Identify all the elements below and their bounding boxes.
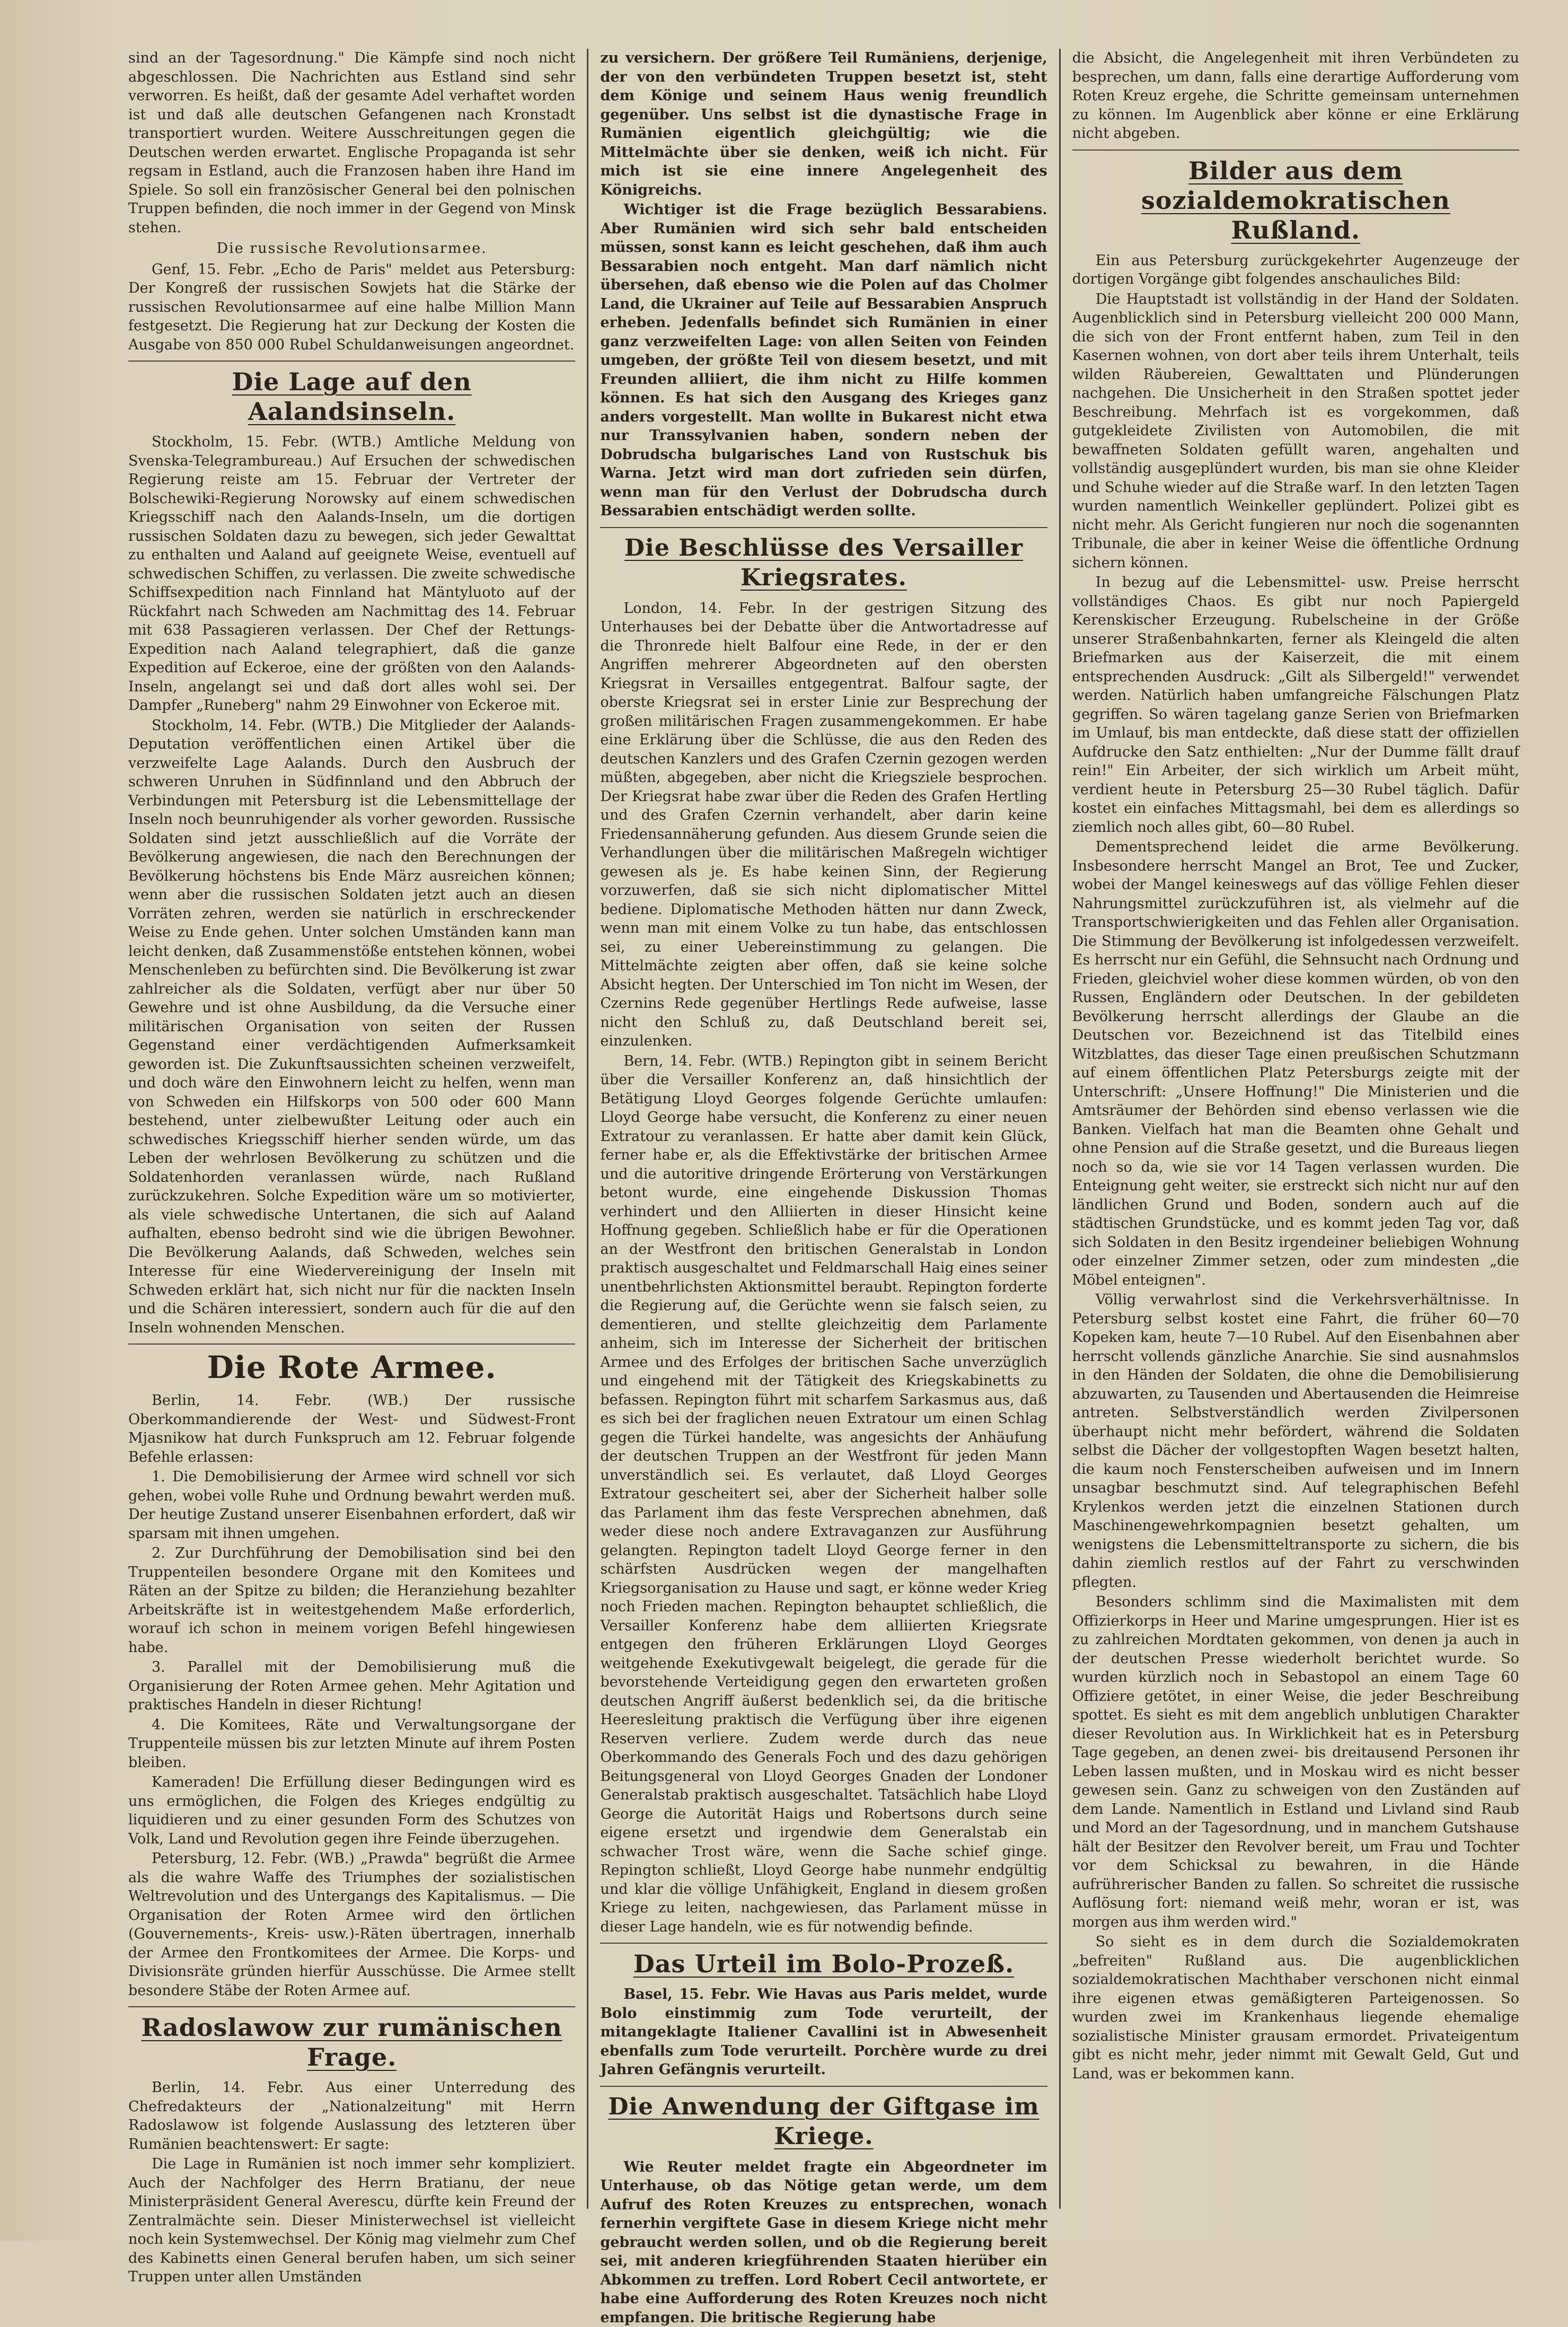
column-container [117,49,1531,2209]
article-continuation: die Absicht, die Angelegenheit mit ihren Verbündeten zu besprechen, um dann, falls eine derartige Aufforderung vom Roten Kreuz ergehe, die Schritte gemeinsam unternehmen zu können. Im Augenblick aber könne er eine Erklärung nicht abgeben. [1072,49,1519,143]
paragraph: London, 14. Febr. In der gestrigen Sitzung des Unterhauses bei der Debatte über die Antwortadresse auf die Thronrede hielt Balfour eine Rede, in der er den Angriffen mehrerer Abgeordneten auf den obersten Kriegsrat in Versailles entgegentrat. Balfour sagte, der oberste Kriegsrat sei in erster Linie zur Besprechung der großen militärischen Fragen zusammengekommen. Er habe eine Erklärung über die Schlüsse, die aus den Reden des deutschen Kanzlers und des Grafen Czernin gezogen werden müßten, abgegeben, aber nicht die Kriegsziele besprochen. Der Kriegsrat habe zwar über die Reden des Grafen Hertling und des Grafen Czernin verhandelt, aber darin keine Friedensannäherung gefunden. Aus diesem Grunde seien die Verhandlungen über die militärischen Maßregeln wichtiger gewesen als je. Es habe keinen Sinn, der Regierung vorzuwerfen, daß sie sich nicht diplomatischer Mittel bediene. Diplomatische Methoden hätten nur dann Zweck, wenn man mit einem Volke zu tun habe, das entschlossen sei, zu einer Uebereinstimmung zu gelangen. Die Mittelmächte zeigten aber offen, daß sie keine solche Absicht hegten. Der Unterschied im Ton nicht im Wesen, der Czernins Rede gegenüber Hertlings Rede aufweise, lasse nicht den Schluß zu, daß Deutschland bereit sei, einzulenken. [600,599,1047,1051]
headline-sozialdemokratisches-russland: Bilder aus dem sozialdemokratischen Rußland. [1072,156,1519,245]
divider [128,2006,575,2007]
paragraph: 2. Zur Durchführung der Demobilisation sind bei den Truppenteilen besondere Organe mit den Komitees und Räten an der Spitze zu bilden; die Heranziehung bezahlter Arbeitskräfte ist in weitestgehendem Maße erforderlich, worauf ich schon in meinem vorigen Befehl hingewiesen habe. [128,1544,575,1657]
headline-aalandsinseln: Die Lage auf den Aalandsinseln. [128,367,575,426]
paragraph: Stockholm, 14. Febr. (WTB.) Die Mitglieder der Aalands-Deputation veröffentlichen einen Artikel über die verzweifelte Lage Aalands. Durch den Ausbruch der schweren Unruhen in Südfinnland und den Abbruch der Verbindungen mit Petersburg ist die Lebensmittellage der Inseln noch beunruhigender als vorher geworden. Russische Soldaten sind jetzt ausschließlich auf die Vorräte der Bevölkerung angewiesen, die nach den Berechnungen der Bevölkerung höchstens bis Ende März ausreichen können; wenn aber die russischen Soldaten jetzt auch an diesen Vorräten zehren, werden sie natürlich in erschreckender Weise zu Ende gehen. Unter solchen Umständen kann man leicht denken, daß Zusammenstöße entstehen können, wobei Menschenleben zu befürchten sind. Die Bevölkerung ist zwar zahlreicher als die Soldaten, verfügt aber nur über 50 Gewehre und ist ohne Ausbildung, da die Versuche einer militärischen Organisation von seiten der Russen Gegenstand einer verdächtigenden Aufmerksamkeit geworden ist. Die Zukunftsaussichten scheinen verzweifelt, und doch wäre den Einwohnern leicht zu helfen, wenn man von Schweden ein Hilfskorps von 500 oder 600 Mann bestehend, unter zielbewußter Leitung oder auch ein schwedisches Kriegsschiff hierher senden würde, um das Leben der wehrlosen Bevölkerung zu schützen und die Soldatenhorden veranlassen würde, nach Rußland zurückzukehren. Solche Expedition wäre um so motivierter, als viele schwedische Untertanen, die sich auf Aaland aufhalten, ebenso bedroht sind wie die übrigen Bewohner. Die Bevölkerung Aalands, daß Schweden, welches sein Interesse für eine Wiedervereinigung der Inseln mit Schweden erklärt hat, sich nicht nur für die nackten Inseln und die Schären interessiert, sondern auch für die auf den Inseln wohnenden Menschen. [128,716,575,1338]
paragraph: 1. Die Demobilisierung der Armee wird schnell vor sich gehen, wobei volle Ruhe und Ordnung bewahrt werden muß. Der heutige Zustand unserer Eisenbahnen erfordert, daß wir sparsam mit ihnen umgehen. [128,1468,575,1543]
paragraph: Petersburg, 12. Febr. (WB.) „Prawda" begrüßt die Armee als die wahre Waffe des Triumphes der sozialistischen Weltrevolution und des Untergangs des Kapitalismus. — Die Organisation der Roten Armee wird den örtlichen (Gouvernements-, Kreis- usw.)-Räten übertragen, innerhalb der Armee den Frontkomitees der Armee. Die Korps- und Divisionsräte gründen hierfür Ausschüsse. Die Armee stellt besondere Stäbe der Roten Armee auf. [128,1849,575,2000]
paragraph: Wichtiger ist die Frage bezüglich Bessarabiens. Aber Rumänien wird sich sehr bald entscheiden müssen, sonst kann es leicht geschehen, daß ihm auch Bessarabien noch entgeht. Man darf nämlich nicht übersehen, daß ebenso wie die Polen auf das Cholmer Land, die Ukrainer auf Teile auf Bessarabien Anspruch erheben. Jedenfalls befindet sich Rumänien in einer ganz verzweifelten Lage: von allen Seiten von Feinden umgeben, der größte Teil von diesem besetzt, und mit Freunden alliiert, die ihm nicht zu Hilfe kommen können. Es hat sich den Ausgang des Krieges ganz anders vorgestellt. Man wollte in Bukarest nicht etwa nur Transsylvanien haben, sondern neben der Dobrudscha bulgarisches Land von Rustschuk bis Warna. Jetzt wird man dort zufrieden sein dürfen, wenn man für den Verlust der Dobrudscha durch Bessarabien entschädigt werden sollte. [600,200,1047,521]
column-2 [587,49,1059,2209]
subheading-revolutionsarmee: Die russische Revolutionsarmee. [128,239,575,258]
paragraph: Ein aus Petersburg zurückgekehrter Augenzeuge der dortigen Vorgänge gibt folgendes anschauliches Bild: [1072,251,1519,289]
paragraph: Stockholm, 15. Febr. (WTB.) Amtliche Meldung von Svenska-Telegrambureau.) Auf Ersuchen der schwedischen Regierung reiste am 15. Februar der Vertreter der Bolschewiki-Regierung Norowsky auf einem schwedischen Kriegsschiff nach den Aalands-Inseln, um die dortigen russischen Soldaten dazu zu bewegen, sich jeder Gewalttat zu enthalten und Aaland auf geeignete Weise, eventuell auf schwedischen Schiffen, zu verlassen. Die zweite schwedische Schiffsexpedition nach Finnland hat Mäntyluoto auf der Rückfahrt nach Schweden am Nachmittag des 14. Februar mit 638 Passagieren verlassen. Der Chef der Rettungs-Expedition nach Aaland telegraphiert, daß die ganze Expedition auf Eckeroe, eine der größten von den Aalands-Inseln, angelangt sei und daß dort alles wohl sei. Der Dampfer „Runeberg" nahm 29 Einwohner von Eckeroe mit. [128,433,575,715]
paragraph: Dementsprechend leidet die arme Bevölkerung. Insbesondere herrscht Mangel an Brot, Tee und Zucker, wobei der Mangel keineswegs auf das völlige Fehlen dieser Nahrungsmittel zurückzuführen ist, als vielmehr auf die Transportschwierigkeiten und das Fehlen aller Organisation. Die Stimmung der Bevölkerung ist infolgedessen verzweifelt. Es herrscht nur ein Gefühl, die Sehnsucht nach Ordnung und Frieden, gleichviel woher diese kommen würden, ob von den Russen, Engländern oder Deutschen. In der gebildeten Bevölkerung herrscht allerdings der Glaube an die Deutschen vor. Bezeichnend ist das Titelbild eines Witzblattes, das dieser Tage einen preußischen Schutzmann auf einem öffentlichen Platz Petersburgs zeigte mit der Unterschrift: „Unsere Hoffnung!" Die Ministerien und die Amtsräumer der Behörden sind ebenso verlassen wie die Banken. Vielfach hat man die Beamten ohne Gehalt und ohne Pension auf die Straße gesetzt, und die Bureaus liegen noch so da, wie sie vor 14 Tagen verlassen wurden. Die Enteignung geht weiter, sie erstreckt sich nicht nur auf den ländlichen Grund und Boden, sondern auch auf die städtischen Grundstücke, und es kommt jeden Tag vor, daß sich Soldaten in den Besitz irgendeiner beliebigen Wohnung oder einzelner Zimmer setzen, oder zum mindesten „die Möbel enteignen". [1072,838,1519,1289]
divider [600,1943,1047,1944]
paragraph: Besonders schlimm sind die Maximalisten mit dem Offizierkorps in Heer und Marine umgesprungen. Hier ist es zu zahlreichen Mordtaten gekommen, von denen ja auch in der deutschen Presse wiederholt berichtet wurde. So wurden kürzlich noch in Sebastopol an einem Tage 60 Offiziere getötet, in einer Weise, die jeder Beschreibung spottet. Es sieht es mit dem angeblich unblutigen Charakter dieser Revolution aus. In Wirklichkeit hat es in Petersburg Tage gegeben, an denen zwei- bis dreitausend Personen ihr Leben lassen mußten, und in Moskau wird es nicht besser gewesen sein. Ganz zu schweigen von den Zuständen auf dem Lande. Namentlich in Estland und Livland sind Raub und Mord an der Tagesordnung, und in manchem Gutshause hält der Besitzer den Revolver bereit, um Frau und Tochter vor dem Schicksal zu bewahren, in die Hände aufrührerischer Banden zu fallen. So schreitet die russische Auflösung fort: niemand weiß mehr, woran er ist, was morgen aus ihm werden wird." [1072,1593,1519,1931]
column-1 [117,49,587,2209]
divider [600,2086,1047,2087]
headline-giftgase: Die Anwendung der Giftgase im Kriege. [600,2092,1047,2152]
paragraph: Berlin, 14. Febr. Aus einer Unterredung des Chefredakteurs der „Nationalzeitung" mit Herrn Radoslawow ist folgende Auslassung des letzteren über Rumänien beachtenswert: Er sagte: [128,2078,575,2154]
paragraph: Wie Reuter meldet fragte ein Abgeordneter im Unterhause, ob das Nötige getan werde, um dem Aufruf des Roten Kreuzes zu entsprechen, wonach fernerhin vergiftete Gase in diesem Kriege nicht mehr gebraucht werden sollen, und ob die Regierung bereit sei, mit anderen kriegführenden Staaten hierüber ein Abkommen zu treffen. Lord Robert Cecil antwortete, er habe eine Aufforderung des Roten Kreuzes noch nicht empfangen. Die britische Regierung habe [600,2158,1047,2327]
paragraph: So sieht es in dem durch die Sozialdemokraten „befreiten" Rußland aus. Die augenblicklichen sozialdemokratischen Machthaber verschonen nicht einmal ihre eigenen etwas gemäßigteren Parteigenossen. So wurden zwei im Krankenhaus liegende ehemalige sozialistische Minister grausam ermordet. Privateigentum gibt es nicht mehr, jeder nimmt mit Gewalt Geld, Gut und Land, was er bekommen kann. [1072,1933,1519,2083]
headline-rote-armee: Die Rote Armee. [128,1350,575,1385]
paragraph: 3. Parallel mit der Demobilisierung muß die Organisierung der Roten Armee gehen. Mehr Agitation und praktisches Handeln in dieser Richtung! [128,1658,575,1715]
paragraph: Völlig verwahrlost sind die Verkehrsverhältnisse. In Petersburg selbst kostet eine Fahrt, die früher 60—70 Kopeken kam, heute 7—10 Rubel. Auf den Eisenbahnen aber herrscht vollends gänzliche Anarchie. Sie sind ausnahmslos in den Händen der Soldaten, die ohne die Demobilisierung abzuwarten, zu Tausenden und Abertausenden die Heimreise antreten. Selbstverständlich werden Zivilpersonen überhaupt nicht mehr befördert, während die Soldaten selbst die Dächer der vollgestopften Wagen besetzt halten, die kaum noch Fensterscheiben aufweisen und im Innern unsagbar beschmutzt sind. Auf telegraphischen Befehl Krylenkos werden jetzt die einzelnen Stationen durch Maschinengewehrkompagnien besetzt gehalten, um wenigstens die Lebensmitteltransporte zu sichern, die bis dahin ziemlich restlos auf der Fahrt zu verschwinden pflegten. [1072,1290,1519,1592]
divider [1072,150,1519,151]
article-continuation: sind an der Tagesordnung." Die Kämpfe sind noch nicht abgeschlossen. Die Nachrichten aus Estland sind sehr verworren. Es heißt, daß der gesamte Adel verhaftet worden ist und daß alle deutschen Gefangenen nach Kronstadt transportiert wurden. Weitere Ausschreitungen gegen die Deutschen werden erwartet. Englische Propaganda ist sehr regsam in Estland, auch die Franzosen haben ihre Hand im Spiele. So soll ein französischer General bei den polnischen Truppen befinden, die noch immer in der Gegend von Minsk stehen. [128,49,575,237]
column-3 [1059,49,1531,2209]
paragraph: Bern, 14. Febr. (WTB.) Repington gibt in seinem Bericht über die Versailler Konferenz an, daß hinsichtlich der Betätigung Lloyd Georges folgende Gerüchte umlaufen: Lloyd George habe versucht, die Konferenz zu einer neuen Extratour zu veranlassen. Er hatte aber damit kein Glück, ferner habe er, als die Effektivstärke der britischen Armee und die autoritive dringende Erörterung von Verstärkungen betont wurde, eine eingehende Diskussion Thomas verhindert und den Alliierten in dieser Hinsicht keine Hoffnung gegeben. Schließlich habe er für die Operationen an der Westfront den britischen Generalstab in London praktisch ausgeschaltet und Feldmarschall Haig eines seiner unentbehrlichsten Aktionsmittel beraubt. Repington forderte die Regierung auf, die Gerüchte wenn sie falsch seien, zu dementieren, und stellte gleichzeitig dem Parlamente anheim, sich im Interesse der Sicherheit der britischen Armee und des Erfolges der britischen Sache unverzüglich und eingehend mit der Tätigkeit des Kriegskabinetts zu befassen. Repington führt mit scharfem Sarkasmus aus, daß es sich bei der fraglichen neuen Extratour um einen Schlag gegen die Türkei handelte, was angesichts der Anhäufung der deutschen Truppen an der Westfront für jeden Mann unverständlich sei. Es verlautet, daß Lloyd Georges Extratour gescheitert sei, aber der Sicherheit halber solle das Parlament ihm das feste Versprechen abnehmen, daß weder diese noch andere Extravaganzen zur Ausführung gelangten. Repington tadelt Lloyd George ferner in den schärfsten Ausdrücken wegen der mangelhaften Kriegsorganisation zu Hause und sagt, er könne weder Krieg noch Frieden machen. Repington behauptet schließlich, die Versailler Konferenz habe dem alliierten Kriegsrate entgegen den früheren Erklärungen Lloyd Georges weitgehende Exekutivgewalt beigelegt, die gerade für die bevorstehende Verteidigung gegen den erwarteten großen deutschen Angriff äußerst bedenklich sei, da die britische Heeresleitung praktisch die Verfügung über ihre eigenen Reserven verliere. Zudem werde durch das neue Oberkommando des Generals Foch und des dazu gehörigen Beitungsgeneral von Lloyd Georges Gnaden der Londoner Generalstab praktisch ausgeschaltet. Tatsächlich habe Lloyd George die Autorität Haigs und Robertsons durch seine eigene ersetzt und irgendwie dem Generalstab ein schwacher Trost wäre, wenn die Sache schief ginge. Repington schließt, Lloyd George habe nunmehr endgültig und klar die völlige Unfähigkeit, England in diesem großen Kriege zu leiten, nachgewiesen, das Parlament müsse in dieser Lage handeln, wie es für notwendig befinde. [600,1052,1047,1937]
paragraph: Kameraden! Die Erfüllung dieser Bedingungen wird es uns ermöglichen, die Folgen des Krieges endgültig zu liquidieren und zu einer gesunden Form des Schutzes von Volk, Land und Revolution gegen ihre Feinde überzugehen. [128,1773,575,1848]
headline-versailler-kriegsrat: Die Beschlüsse des Versailler Kriegsrates. [600,533,1047,593]
divider [600,527,1047,528]
divider [128,1343,575,1345]
paragraph: Genf, 15. Febr. „Echo de Paris" meldet aus Petersburg: Der Kongreß der russischen Sowjets hat die Stärke der russischen Revolutionsarmee auf eine halbe Million Mann festgesetzt. Die Regierung hat zur Deckung der Kosten die Ausgabe von 850 000 Rubel Schuldanweisungen angeordnet. [128,260,575,355]
paragraph: Basel, 15. Febr. Wie Havas aus Paris meldet, wurde Bolo einstimmig zum Tode verurteilt, der mitangeklagte Italiener Cavallini ist in Abwesenheit ebenfalls zum Tode verurteilt. Porchère wurde zu drei Jahren Gefängnis verurteilt. [600,1985,1047,2079]
paragraph: Berlin, 14. Febr. (WB.) Der russische Oberkommandierende der West- und Südwest-Front Mjasnikow hat durch Funkspruch am 12. Februar folgende Befehle erlassen: [128,1391,575,1467]
paragraph: In bezug auf die Lebensmittel- usw. Preise herrscht vollständiges Chaos. Es gibt nur noch Papiergeld Kerenskischer Erzeugung. Rubelscheine in der Größe unserer Straßenbahnkarten, ferner als Kleingeld die alten Briefmarken aus der Kaiserzeit, die mit einem entsprechenden Ausdruck: „Gilt als Silbergeld!" verwendet werden. Natürlich haben umfangreiche Fälschungen Platz gegriffen. So wären tagelang ganze Serien von Briefmarken im Umlauf, bis man entdeckte, daß diese statt der offiziellen Aufdrucke den Satz enthielten: „Nur der Dumme fällt drauf rein!" Ein Arbeiter, der sich wirklich um Arbeit müht, verdient heute in Petersburg 25—30 Rubel täglich. Dafür kostet ein einfaches Mittagsmahl, bei dem es allerdings so ziemlich noch alles gibt, 60—80 Rubel. [1072,573,1519,837]
divider [128,361,575,362]
paragraph: 4. Die Komitees, Räte und Verwaltungsorgane der Truppenteile müssen bis zur letzten Minute auf ihrem Posten bleiben. [128,1716,575,1772]
paragraph: Die Hauptstadt ist vollständig in der Hand der Soldaten. Augenblicklich sind in Petersburg vielleicht 200 000 Mann, die sich von der Front entfernt haben, zum Teil in den Kasernen wohnen, von dort aber teils ihrem Unterhalt, teils wilden Räubereien, Gewalttaten und Plünderungen nachgehen. Die Unsicherheit in den Straßen spottet jeder Beschreibung. Mehrfach ist es vorgekommen, daß gutgekleidete Zivilisten von Automobilen, die mit bewaffneten Soldaten gefüllt waren, angehalten und vollständig ausgeplündert wurden, bis man sie ohne Kleider und Schuhe wieder auf die Straße warf. In den letzten Tagen wurden namentlich Weinkeller geplündert. Polizei gibt es nicht mehr. Als Gericht fungieren nur noch die sogenannten Tribunale, die aber in keiner Weise die öffentliche Ordnung sichern können. [1072,290,1519,573]
headline-radoslawow: Radoslawow zur rumänischen Frage. [128,2013,575,2072]
article-continuation: zu versichern. Der größere Teil Rumäniens, derjenige, der von den verbündeten Truppen besetzt ist, steht dem Könige und seinem Haus wenig freundlich gegenüber. Uns selbst ist die dynastische Frage in Rumänien eigentlich gleichgültig; wie die Mittelmächte über sie denken, weiß ich nicht. Für mich ist sie eine innere Angelegenheit des Königreichs. [600,49,1047,199]
headline-bolo-prozess: Das Urteil im Bolo-Prozeß. [600,1949,1047,1979]
paragraph: Die Lage in Rumänien ist noch immer sehr kompliziert. Auch der Nachfolger des Herrn Bratianu, der neue Ministerpräsident General Averescu, dürfte kein Freund der Zentralmächte sein. Dieser Ministerwechsel ist vielleicht noch kein Systemwechsel. Der König mag vielmehr zum Chef des Kabinetts einen General berufen haben, um sich seiner Truppen unter allen Umständen [128,2155,575,2287]
